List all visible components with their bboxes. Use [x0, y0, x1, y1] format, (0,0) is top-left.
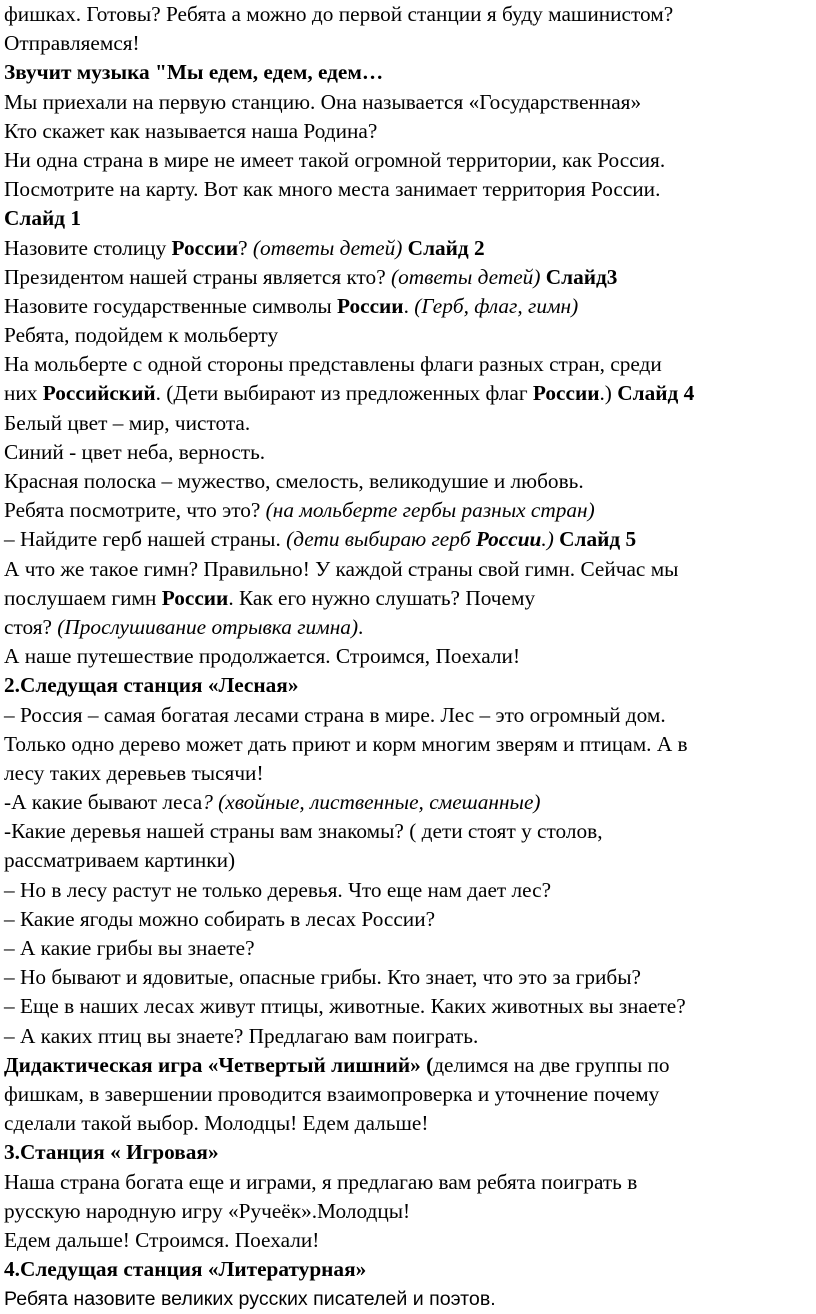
text-line	[4, 350, 814, 379]
text-line	[4, 1255, 814, 1284]
text-run: Кто скажет как называется наша Родина?	[4, 118, 378, 143]
text-run: На мольберте с одной стороны представлены флаги разных стран, среди	[4, 352, 662, 377]
text-line	[4, 204, 814, 233]
text-line	[4, 846, 814, 875]
text-run: Звучит музыка "Мы едем, едем, едем…	[4, 60, 384, 85]
text-line	[4, 0, 814, 29]
text-run: лесу таких деревьев тысячи!	[4, 760, 264, 785]
text-run: Ребята, подойдем к мольберту	[4, 323, 279, 348]
text-line	[4, 817, 814, 846]
text-run: .)	[599, 381, 618, 406]
text-run: (Прослушивание отрывка гимна)	[57, 614, 359, 639]
text-line	[4, 1109, 814, 1138]
text-line	[4, 409, 814, 438]
text-run: России	[475, 527, 542, 552]
text-line	[4, 905, 814, 934]
text-run: (дети выбираю герб	[286, 527, 476, 552]
text-run: 2.Следущая станция «Лесная»	[4, 673, 299, 698]
text-run: – Найдите герб нашей страны.	[4, 527, 287, 552]
text-run: России	[171, 235, 239, 260]
text-run: Назовите столицу	[4, 235, 172, 260]
text-run: Наша страна богата еще и играми, я предлагаю вам ребята поиграть в	[4, 1169, 638, 1194]
text-run: Назовите государственные символы	[4, 293, 337, 318]
text-run: стоя?	[4, 614, 58, 639]
text-line	[4, 379, 814, 408]
text-run: -Какие деревья нашей страны вам знакомы? ( дети стоят у столов,	[4, 819, 603, 844]
text-line	[4, 525, 814, 554]
text-line	[4, 175, 814, 204]
text-run: Слайд 2	[402, 235, 485, 260]
text-line	[4, 1080, 814, 1109]
text-run: – Россия – самая богатая лесами страна в мире. Лес – это огромный дом.	[4, 702, 666, 727]
text-run: .	[403, 293, 415, 318]
text-run: России	[337, 293, 404, 318]
text-run: Отправляемся!	[4, 31, 140, 56]
text-run: Президентом нашей страны является кто?	[4, 264, 391, 289]
text-run: .)	[541, 527, 554, 552]
text-line	[4, 613, 814, 642]
text-line	[4, 467, 814, 496]
text-run: А наше путешествие продолжается. Строимся, Поехали!	[4, 644, 521, 669]
text-line	[4, 29, 814, 58]
text-line	[4, 1226, 814, 1255]
text-line	[4, 263, 814, 292]
text-line	[4, 117, 814, 146]
text-run: А что же такое гимн? Правильно! У каждой страны свой гимн. Сейчас мы	[4, 556, 679, 581]
text-line	[4, 730, 814, 759]
text-run: Слайд 1	[4, 206, 81, 231]
text-line	[4, 671, 814, 700]
text-run: .	[358, 614, 364, 639]
text-run: фишкам, в завершении проводится взаимопроверка и уточнение почему	[4, 1081, 660, 1106]
text-line	[4, 642, 814, 671]
text-run: Белый цвет – мир, чистота.	[4, 410, 251, 435]
text-run: – Но бывают и ядовитые, опасные грибы. Кто знает, что это за грибы?	[4, 965, 642, 990]
text-line	[4, 963, 814, 992]
text-run: 4.Следущая станция «Литературная»	[4, 1257, 367, 1282]
text-line	[4, 934, 814, 963]
text-run: России	[161, 585, 229, 610]
document-page	[4, 0, 814, 1313]
text-run: Слайд 5	[553, 527, 637, 552]
text-run: Ребята посмотрите, что это?	[4, 498, 266, 523]
text-line	[4, 1168, 814, 1197]
text-run: послушаем гимн	[4, 585, 162, 610]
text-run: делимся на две группы по	[433, 1052, 670, 1077]
text-line	[4, 759, 814, 788]
text-line	[4, 992, 814, 1021]
text-run: – А какие грибы вы знаете?	[4, 936, 255, 960]
text-line	[4, 438, 814, 467]
text-run: -А какие бывают леса	[4, 790, 203, 815]
text-line	[4, 701, 814, 730]
text-line	[4, 555, 814, 584]
text-line	[4, 876, 814, 905]
text-line	[4, 1284, 814, 1313]
text-run: ?	[238, 235, 253, 260]
text-run: Слайд 4	[617, 381, 695, 406]
text-line	[4, 88, 814, 117]
text-run: – Еще в наших лесах живут птицы, животные. Каких животных вы знаете?	[4, 994, 686, 1019]
text-line	[4, 58, 814, 87]
text-run: – А каких птиц вы знаете? Предлагаю вам поиграть.	[4, 1023, 479, 1048]
text-line	[4, 292, 814, 321]
text-run: (на мольберте гербы разных стран)	[265, 498, 595, 523]
text-run: – Какие ягоды можно собирать в лесах России?	[4, 906, 436, 931]
text-line	[4, 1138, 814, 1167]
text-run: . Как его нужно слушать? Почему	[228, 585, 536, 610]
text-run: Синий - цвет неба, верность.	[4, 439, 266, 464]
text-run: Ребята назовите великих русских писателей и поэтов.	[4, 1288, 496, 1311]
text-run: Слайд3	[540, 264, 618, 289]
text-run: Только одно дерево может дать приют и корм многим зверям и птицам. А в	[4, 731, 688, 756]
text-run: Российский	[42, 381, 156, 406]
text-run: Мы приехали на первую станцию. Она называется «Государственная»	[4, 89, 642, 114]
text-run: фишках. Готовы? Ребята а можно до первой станции я буду машинистом?	[4, 2, 674, 26]
text-run: России	[532, 381, 600, 406]
text-run: рассматриваем картинки)	[4, 848, 236, 873]
text-run: Едем дальше! Строимся. Поехали!	[4, 1227, 320, 1252]
text-run: (ответы детей)	[252, 235, 403, 260]
text-line	[4, 1022, 814, 1051]
text-run: ? (хвойные, лиственные, смешанные)	[202, 790, 541, 815]
text-run: сделали такой выбор. Молодцы! Едем дальше!	[4, 1111, 429, 1136]
text-run: 3.Станция « Игровая»	[4, 1140, 219, 1165]
text-line	[4, 584, 814, 613]
text-run: Ни одна страна в мире не имеет такой огромной территории, как Россия.	[4, 147, 666, 172]
text-run: . (Дети выбирают из предложенных флаг	[155, 381, 533, 406]
text-line	[4, 321, 814, 350]
text-line	[4, 234, 814, 263]
text-run: Красная полоска – мужество, смелость, великодушие и любовь.	[4, 469, 584, 493]
text-line	[4, 496, 814, 525]
text-run: Посмотрите на карту. Вот как много места занимает территория России.	[4, 177, 661, 202]
text-run: – Но в лесу растут не только деревья. Что еще нам дает лес?	[4, 877, 552, 902]
text-run: них	[4, 381, 43, 406]
text-line	[4, 788, 814, 817]
text-line	[4, 146, 814, 175]
text-run: Дидактическая игра «Четвертый лишний» (	[4, 1052, 434, 1077]
text-run: (Герб, флаг, гимн)	[414, 293, 579, 318]
text-run: русскую народную игру «Ручеёк».Молодцы!	[4, 1198, 411, 1223]
text-line	[4, 1197, 814, 1226]
text-run: (ответы детей)	[390, 264, 541, 289]
text-line	[4, 1051, 814, 1080]
